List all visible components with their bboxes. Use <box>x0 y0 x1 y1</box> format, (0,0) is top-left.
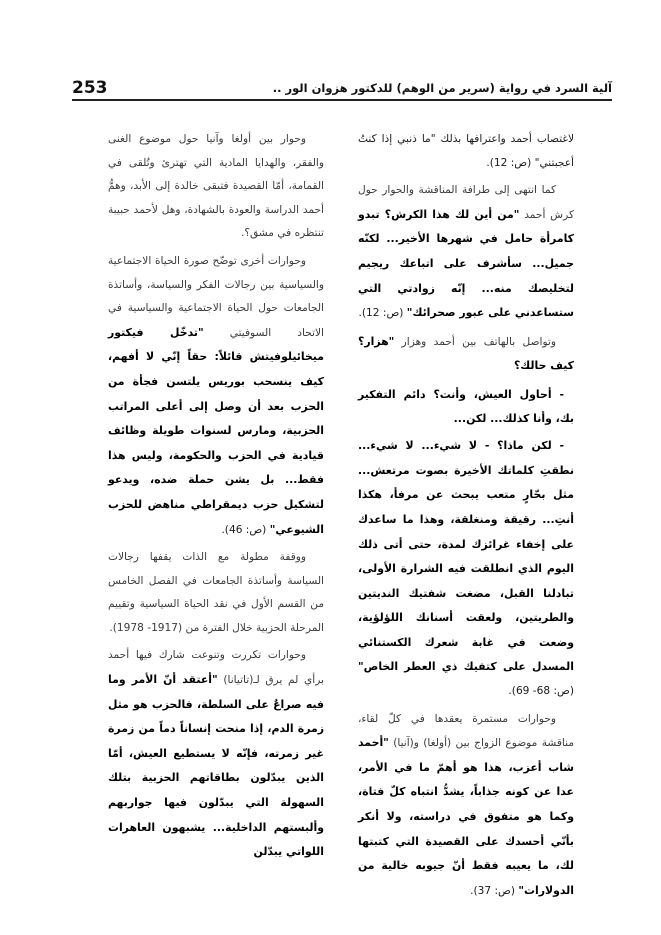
quotation: "هزار؟ كيف حالك؟ <box>358 334 574 373</box>
paragraph-text: وحوارات أخرى توضّح صورة الحياة الاجتماعية والسياسية بين رجالات الفكر والسياسة، وأساتذة الجامعات حول الحياة الاجتماعية والسياسية في الاتحاد السوفيتي <box>108 254 324 339</box>
dialogue-line <box>358 434 574 704</box>
paragraph-text: وحوار بين أولغا وآنيا حول موضوع الغنى والفقر، والهدايا المادية التي تهترئ وتُلقى في القمامة، أمّا القصيدة فتبقى خالدة إلى الأبد، وهمُّ أحمد الدراسة والعودة بالشهادة، وهل لأحمد حبيبة تنتظره في مشق؟. <box>108 133 324 240</box>
paragraph-text: وحوارات تكررت وتنوعت شارك فيها أحمد برأي لم يرق لـ(تاتيانا) <box>108 649 324 687</box>
quotation: - لكن ماذا؟ - لا شيء... لا شيء... نطقتِ كلماتك الأخيرة بصوت مرتعش... مثل بحّارٍ متعب يبحث عن مرفأ، هكذا أنتِ... رقيقة ومنغلقة، وهذا ما ساعدك على إخفاء غرائزك لمدة، حتى أتى ذلك اليوم الذي انطلقت فيه الشرارة الأولى، تبادلنا القبل، مضغت شفتيك النديتين والطريتين، ولعقت أسنانك اللؤلؤية، وضعت في غابة شعرك الكستنائي المسدل على كتفيك ذي العطر الخاص" <box>358 439 574 674</box>
paragraph <box>108 128 324 246</box>
left-column <box>108 128 324 888</box>
paragraph-text: لاغتصاب أحمد واعترافها بذلك "ما ذنبي إذا كنتُ أعجبتني" (ص: 12). <box>358 133 574 169</box>
paragraph-text: وحوارات مستمرة يعقدها في كلّ لقاء، مناقشة موضوع الزواج بين (أولغا) و(آنيا) <box>358 712 574 750</box>
header-rule <box>72 99 612 101</box>
right-column <box>358 128 574 897</box>
page-reference: (ص: 12). <box>358 307 407 320</box>
paragraph <box>358 128 574 175</box>
page-reference: (ص: 46). <box>221 523 270 536</box>
running-title: آلية السرد في رواية (سرير من الوهم) للدكتور هزوان الور .. <box>272 81 612 95</box>
page-reference: (ص: 68- 69). <box>508 685 574 698</box>
body-columns <box>108 128 574 897</box>
paragraph <box>108 644 324 864</box>
paragraph-text: كما انتهى إلى طرافة المناقشة والحوار حول كرش أحمد <box>358 184 574 221</box>
quotation: "من أين لك هذا الكرش؟ تبدو كامرأة حامل في شهرها الأخير... لكنّه جميل... سأشرف على اتباعك ريجيم لتخليصك منه... إنّه زوادتي التي ستساعدني على عبور صحرائك" <box>358 207 574 320</box>
page-number: 253 <box>72 78 108 98</box>
paragraph <box>358 179 574 326</box>
quotation: "أعتقد أنّ الأمر وما فيه صراعٌ على السلطة، فالحزب هو مثل زمرة الدم، إذا منحت إنساناً دماً من زمرة غير زمرته، فإنّه لا يستطيع العيش، أمّا الذين يبدّلون بطاقاتهم الحزبية بتلك السهولة التي يبدّلون فيها جواربهم وألبستهم الداخلية... يشبهون العاهرات اللواتي يبدّلن <box>108 673 324 859</box>
quotation: "أحمد شاب أعزب، هذا هو أهمّ ما في الأمر، عدا عن كونه جذاباً، يشدُّ انتباه كلّ فتاة، وكما هو متفوق في دراسته، ولا أنكر بأنّي أحسدك على القصيدة التي كتبتها لك، ما يعيبه فقط أنّ جيوبه خالية من الدولارات" <box>358 736 574 897</box>
page-header <box>72 64 612 98</box>
dialogue-line: - أحاول العيش، وأنت؟ دائم التفكير بك، وأنا كذلك... لكن... <box>358 387 574 425</box>
page-reference: (ص: 37). <box>470 884 519 897</box>
paragraph <box>358 708 574 904</box>
quotation: "تدخّل فيكتور ميخائيلوفيتش قائلاً: حقاً إنّي لا أفهم، كيف ينسحب بوريس يلتسن فجأة من الحزب بعد أن وصل إلى أعلى المراتب الحزبية، ومارس لسنوات طويلة وظائف قيادية في الحزب والحكومة، وليس هذا فقط... بل يشن حملة ضده، ويدعو لتشكيل حزب ديمقراطي مناهض للحزب الشيوعي" <box>108 325 324 536</box>
paragraph <box>108 546 324 640</box>
paragraph-text: وتواصل بالهاتف بين أحمد وهزار <box>394 335 556 348</box>
paragraph <box>358 330 574 379</box>
paragraph <box>108 250 324 542</box>
paragraph-text: ووقفة مطولة مع الذات يقفها رجالات السياسة وأساتذة الجامعات في الفصل الخامس من القسم الأول في نقد الحياة السياسية وتقييم المرحلة الحزبية خلال الفترة من (1917- 1978). <box>108 551 324 634</box>
